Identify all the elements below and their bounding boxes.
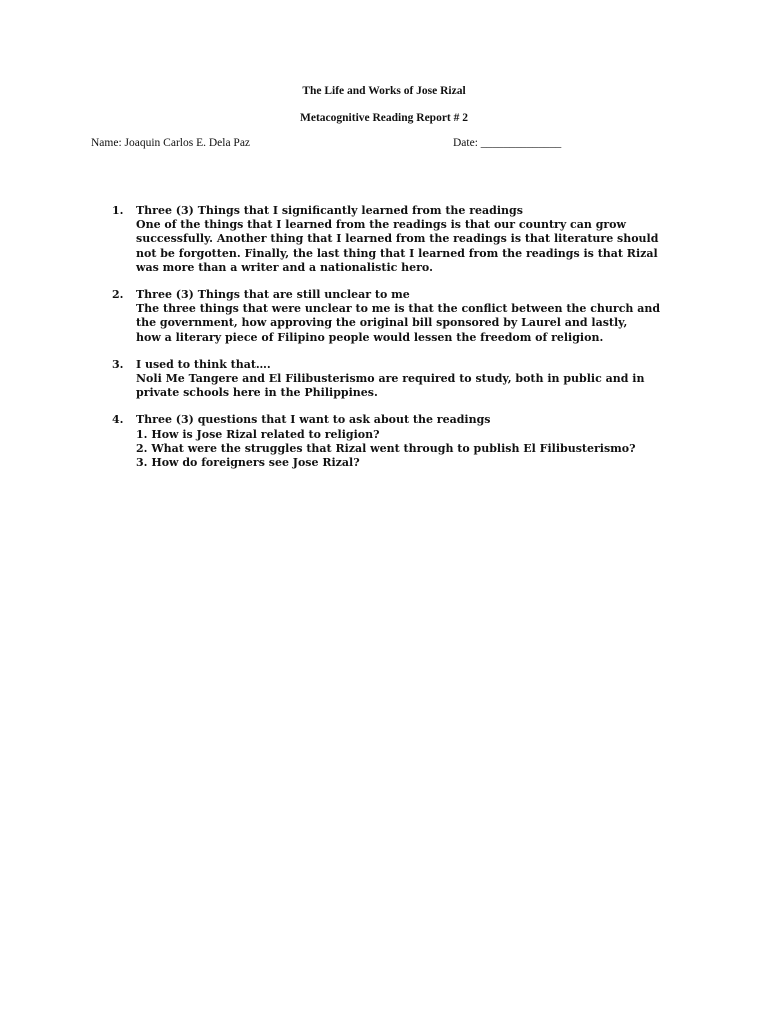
date-field: Date: ______________ bbox=[453, 137, 562, 149]
report-list bbox=[112, 204, 692, 483]
item-number: 4. bbox=[112, 413, 124, 427]
item-number: 2. bbox=[112, 288, 124, 302]
list-item bbox=[112, 204, 692, 275]
item-body: The three things that were unclear to me is that the conflict between the church and the government, how approving the original bill sponsored by Laurel and lastly, how a literary piece of Filipino people would lessen the freedom of religion. bbox=[136, 302, 661, 344]
item-heading: Three (3) questions that I want to ask about the readings bbox=[136, 413, 491, 427]
student-name: Name: Joaquin Carlos E. Dela Paz bbox=[91, 137, 251, 149]
list-item bbox=[112, 358, 692, 401]
item-number: 3. bbox=[112, 357, 124, 371]
item-heading: Three (3) Things that I significantly learned from the readings bbox=[136, 204, 523, 217]
list-item bbox=[112, 288, 692, 345]
item-heading: I used to think that…. bbox=[136, 357, 271, 371]
document-title: The Life and Works of Jose Rizal bbox=[302, 85, 466, 97]
item-body: One of the things that I learned from the readings is that our country can grow successfully. Another thing that I learned from the readings is that literature should not be forgotten. Finally, the last thing that I learned from the readings is that Rizal was more than a writer and a nationalistic hero. bbox=[136, 218, 659, 274]
item-body: Noli Me Tangere and El Filibusterismo are required to study, both in public and in private schools here in the Philippines. bbox=[136, 372, 645, 400]
document-subtitle: Metacognitive Reading Report # 2 bbox=[300, 112, 468, 124]
item-heading: Three (3) Things that are still unclear to me bbox=[136, 288, 410, 302]
item-number: 1. bbox=[112, 204, 124, 217]
list-item bbox=[112, 413, 692, 470]
item-body: 1. How is Jose Rizal related to religion? 2. What were the struggles that Rizal went through to publish El Filibusterismo? 3. How do foreigners see Jose Rizal? bbox=[136, 427, 636, 470]
